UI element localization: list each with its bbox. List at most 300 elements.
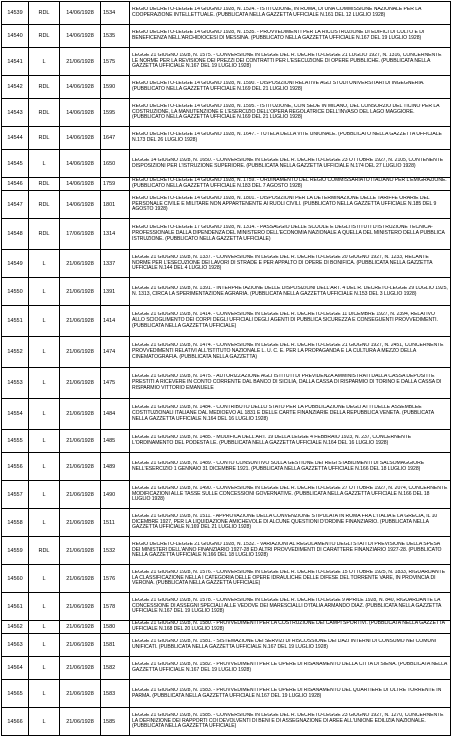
act-number-text: 1534: [103, 10, 116, 16]
act-date-text: 21/06/1928: [66, 624, 94, 630]
act-date-cell: [60, 99, 101, 127]
act-type-cell: [29, 680, 60, 708]
act-date-text: 21/06/1928: [66, 58, 94, 65]
act-description-cell: [130, 150, 451, 178]
act-type-text: L: [42, 642, 46, 648]
record-number-text: 14551: [7, 318, 23, 324]
act-type-text: L: [42, 665, 46, 671]
act-description-text: LEGGE 21 GIUGNO 1928, N. 1489. - CONTO CONSUNTIVO SULLA GESTIONE DEI REGI STABILIMENTI DI SALSOMAGGIORE NELL'ESERCIZIO 1 GENNAIO 31 DICEMBRE 1921. (PUBBLICATA NELLA GAZZETTA UFFICIALE N.166 DEL 18 LUGLIO 1928): [132, 460, 425, 472]
record-number-cell: [2, 680, 29, 708]
act-type-text: L: [42, 260, 46, 267]
act-number-cell: [101, 657, 130, 680]
act-date-cell: [60, 25, 101, 48]
record-number-text: 14549: [7, 260, 23, 267]
act-type-text: RDL: [38, 10, 50, 16]
act-type-text: L: [42, 411, 46, 417]
act-type-text: L: [42, 288, 46, 295]
act-date-text: 17/06/1928: [66, 231, 94, 237]
act-date-text: 21/06/1928: [66, 411, 94, 417]
record-number-cell: [2, 306, 29, 337]
act-number-text: 1485: [103, 438, 116, 444]
record-number-cell: [2, 565, 29, 593]
table-row: [2, 99, 451, 127]
act-date-cell: [60, 430, 101, 453]
table-row: [2, 2, 451, 25]
act-description-cell: [130, 399, 451, 430]
act-type-text: L: [42, 438, 46, 444]
act-type-text: RDL: [38, 33, 50, 39]
act-description-text: LEGGE 21 GIUGNO 1928, N. 1575. - CONVERSIONE IN LEGGE DEL R. DECRETO-LEGGE 21 LUGLIO 1927, N. 1316, CONCERNENTE LE NORME PER LA REVISIONE DEI PREZZI DEI CONTRATTI PER L'ESECUZIONE DI OPERE PUBBLICHE. (PUBBLICATA NELLA GAZZETTA UFFICIALE N.167 DEL 19 LUGLIO 1928): [132, 52, 442, 70]
act-type-cell: [29, 2, 60, 25]
act-number-cell: [101, 430, 130, 453]
act-type-cell: [29, 278, 60, 306]
act-type-cell: [29, 509, 60, 537]
act-date-cell: [60, 399, 101, 430]
act-date-text: 14/06/1928: [66, 109, 94, 116]
act-number-text: 1575: [103, 58, 116, 65]
act-number-cell: [101, 593, 130, 621]
act-description-cell: [130, 191, 451, 219]
act-description-text: REGIO DECRETO-LEGGE 14 GIUGNO 1928, N. 1535. - PROVVEDIMENTI PER LA RICOSTRUZIONE DI EDIFICI DI CULTO E DI BENEFICENZA NELL'ARCHIDIOCESI DI MESSINA. (PUBBLICATO NELLA GAZZETTA UFFICIALE N.167 DEL 19 LUGLIO 1928): [132, 30, 425, 41]
table-row: [2, 680, 451, 708]
table-row: [2, 430, 451, 453]
act-number-cell: [101, 76, 130, 99]
act-type-cell: [29, 250, 60, 278]
act-type-text: RDL: [38, 181, 50, 187]
act-date-cell: [60, 337, 101, 368]
act-type-text: L: [42, 160, 46, 167]
act-description-text: REGIO DECRETO-LEGGE 14 GIUGNO 1928, N. 1647. - TUTELA DELLA VITE UNIONALE. (PUBBLICATO NELLA GAZZETTA UFFICIALE N.173 DEL 26 LUGLIO 1928): [132, 132, 442, 143]
act-number-text: 1314: [103, 231, 116, 237]
record-number-cell: [2, 657, 29, 680]
act-date-cell: [60, 621, 101, 634]
act-number-cell: [101, 250, 130, 278]
table-row: [2, 657, 451, 680]
act-number-text: 1759: [103, 181, 116, 187]
act-description-cell: [130, 481, 451, 509]
act-number-cell: [101, 127, 130, 150]
record-number-text: 14560: [7, 575, 23, 582]
record-number-cell: [2, 178, 29, 191]
table-row: [2, 48, 451, 76]
act-date-text: 14/06/1928: [66, 135, 94, 141]
act-number-text: 1578: [103, 603, 116, 610]
laws-register-table: [1, 1, 451, 736]
act-type-text: L: [42, 690, 46, 697]
record-number-text: 14563: [7, 642, 23, 648]
record-number-text: 14554: [7, 411, 23, 417]
act-type-cell: [29, 25, 60, 48]
act-date-cell: [60, 178, 101, 191]
act-type-text: L: [42, 575, 46, 582]
act-date-cell: [60, 219, 101, 250]
act-description-text: LEGGE 21 GIUGNO 1928, N. 1580. - PROVVEDIMENTI PER LA COSTRUZIONE DEI CAMPI SPORTIVI. (PUBBLICATA NELLA GAZZETTA UFFICIALE N.168 DEL 20 LUGLIO 1928): [132, 621, 445, 632]
act-description-cell: [130, 278, 451, 306]
act-number-text: 1391: [103, 288, 116, 295]
table-row: [2, 306, 451, 337]
act-number-text: 1474: [103, 349, 116, 355]
act-number-text: 1650: [103, 160, 116, 167]
record-number-text: 14562: [7, 624, 23, 630]
act-date-text: 21/06/1928: [66, 519, 94, 526]
act-type-cell: [29, 621, 60, 634]
act-number-cell: [101, 453, 130, 481]
record-number-cell: [2, 337, 29, 368]
act-type-text: RDL: [38, 109, 50, 116]
act-number-text: 1582: [103, 665, 116, 671]
act-type-text: L: [42, 491, 46, 498]
act-date-cell: [60, 127, 101, 150]
act-description-cell: [130, 99, 451, 127]
act-date-cell: [60, 565, 101, 593]
act-description-cell: [130, 250, 451, 278]
act-date-cell: [60, 2, 101, 25]
act-number-text: 1590: [103, 84, 116, 90]
record-number-cell: [2, 2, 29, 25]
act-type-text: L: [42, 624, 46, 630]
act-type-cell: [29, 178, 60, 191]
act-description-cell: [130, 306, 451, 337]
act-number-text: 1532: [103, 547, 116, 554]
act-description-cell: [130, 565, 451, 593]
act-date-text: 21/06/1928: [66, 547, 94, 554]
act-date-text: 21/06/1928: [66, 603, 94, 610]
act-date-cell: [60, 680, 101, 708]
act-date-cell: [60, 593, 101, 621]
act-description-text: REGIO DECRETO-LEGGE 14 GIUGNO 1928, N. 1595. - ISTITUZIONE, CON SEDE IN MILANO, DEL CONSORZIO DEL TICINO PER LA COSTRUZIONE, LA MANUTENZIONE E L'ESERCIZIO DELL'OPERA REGOLATRICE DELL'INVASO DEL LAGO MAGGIORE. (PUBBLICATO NELLA GAZZETTA UFFICIALE N.169 DEL 21 LUGLIO 1928): [132, 103, 440, 121]
record-number-cell: [2, 219, 29, 250]
act-description-cell: [130, 368, 451, 399]
table-row: [2, 25, 451, 48]
act-description-text: LEGGE 14 GIUGNO 1928, N. 1650. - CONVERSIONE IN LEGGE DEL R. DECRETO-LEGGE 23 OTTOBRE 1927, N. 2105, CONTENENTE DISPOSIZIONI PER L'ISTRUZIONE SUPERIORE. (PUBBLICATA NELLA GAZZETTA UFFICIALE N.174 DEL 27 LUGLIO 1928): [132, 157, 444, 169]
act-description-cell: [130, 48, 451, 76]
record-number-text: 14546: [7, 181, 23, 187]
record-number-cell: [2, 621, 29, 634]
table-row: [2, 537, 451, 565]
record-number-cell: [2, 430, 29, 453]
act-number-cell: [101, 48, 130, 76]
act-number-text: 1801: [103, 201, 116, 208]
act-description-cell: [130, 2, 451, 25]
act-number-cell: [101, 621, 130, 634]
record-number-cell: [2, 127, 29, 150]
act-date-text: 21/06/1928: [66, 438, 94, 444]
act-description-cell: [130, 337, 451, 368]
table-row: [2, 278, 451, 306]
record-number-text: 14545: [7, 160, 23, 167]
act-number-cell: [101, 219, 130, 250]
record-number-text: 14541: [7, 58, 23, 65]
act-description-text: REGIO DECRETO-LEGGE 14 GIUGNO 1928, N. 1590. - DISPOSIZIONI RELATIVE AGLI STUDI UNIVERSITARI DI INGEGNERIA. (PUBBLICATO NELLA GAZZETTA UFFICIALE N.169 DEL 21 LUGLIO 1928): [132, 81, 425, 92]
laws-register-body: [2, 2, 451, 736]
act-number-text: 1583: [103, 690, 116, 697]
act-description-text: LEGGE 21 GIUGNO 1928, N. 1485. - MODIFICA DELL'ART. 19 DELLA LEGGE 4 FEBBRAIO 1923, N. 237, CONCERNENTE L'ORDINAMENTO DEL PODESTA LE. (PUBBLICATA NELLA GAZZETTA UFFICIALE N.164 DEL 16 LUGLIO 1928): [132, 435, 412, 446]
act-description-cell: [130, 178, 451, 191]
record-number-cell: [2, 278, 29, 306]
act-type-text: L: [42, 718, 46, 725]
record-number-text: 14547: [7, 201, 23, 208]
act-description-text: LEGGE 21 GIUGNO 1928, N. 1475. - AUTORIZZAZIONE AGLI ISTITUTI DI PREVIDENZA AMMINISTRATI DALLA CASSA DEPOSITI E PRESTITI A RICEVERE IN CONTO CORRENTE DAL BANCO DI SICILIA, DALLA CASSA DI RISPARMIO DI TORINO E DALLA CASSA DI RISPARMIO VITTORIO EMANUELE: [132, 374, 442, 391]
record-number-text: 14544: [7, 135, 23, 141]
act-description-cell: [130, 680, 451, 708]
act-description-text: REGIO DECRETO-LEGGE 17 GIUGNO 1928, N. 1314. - PASSAGGIO DELLE SCUOLE E DEGLI ISTITUTI D'ISTRUZIONE TECNICA-PROFESSIONALE DALLA DIPENDENZA DEL MINISTERO DELL'ECONOMIA NAZIONALE A QUELLA DEL MINISTERO DELLA PUBBLICA ISTRUZIONE. (PUBBLICATO NELLA GAZZETTA UFFICIALE): [132, 225, 445, 242]
act-description-cell: [130, 593, 451, 621]
act-type-cell: [29, 399, 60, 430]
act-number-cell: [101, 278, 130, 306]
record-number-cell: [2, 453, 29, 481]
record-number-text: 14565: [7, 690, 23, 697]
act-description-cell: [130, 25, 451, 48]
table-row: [2, 481, 451, 509]
act-type-cell: [29, 219, 60, 250]
record-number-cell: [2, 25, 29, 48]
act-description-text: LEGGE 21 GIUGNO 1928, N. 1583. - PROVVEDIMENTI PER LE OPERE DI RISANAMENTO DEL QUARTIERE DI OLTRE TORRENTE IN PARMA. (PUBBLICATA NELLA GAZZETTA UFFICIALE N.167 DEL 19 LUGLIO 1928): [132, 687, 442, 699]
act-type-cell: [29, 99, 60, 127]
act-date-text: 14/06/1928: [66, 201, 94, 208]
act-number-cell: [101, 565, 130, 593]
act-number-cell: [101, 537, 130, 565]
record-number-text: 14557: [7, 491, 23, 498]
record-number-text: 14561: [7, 603, 23, 610]
act-type-cell: [29, 150, 60, 178]
act-number-cell: [101, 337, 130, 368]
act-date-text: 21/06/1928: [66, 380, 94, 386]
act-description-text: LEGGE 21 GIUGNO 1928, N. 1490. - CONVERSIONE IN LEGGE DEL R. DECRETO-LEGGE 27 OTTOBRE 1927, N. 2074, CONCERNENTE MODIFICAZIONI ALLE TASSE SULLE CONCESSIONI GOVERNATIVE. (PUBBLICATA NELLA GAZZETTA UFFICIALE N.166 DEL 18 LUGLIO 1928): [132, 485, 448, 503]
record-number-cell: [2, 509, 29, 537]
act-date-text: 21/06/1928: [66, 665, 94, 671]
record-number-text: 14566: [7, 718, 23, 725]
act-description-cell: [130, 509, 451, 537]
act-description-text: LEGGE 21 GIUGNO 1928, N. 1337. - CONVERSIONE IN LEGGE DEL R. DECRETO-LEGGE 20 GIUGNO 1927, N. 1233, RECANTE NORME PER L'ESECUZIONE DEI LAVORI DI STRADE E PER APPALTO DI OPERE DI BONIFICA. (PUBBLICATA NELLA GAZZETTA UFFICIALE N.144 DEL 4 LUGLIO 1928): [132, 254, 433, 272]
act-number-cell: [101, 25, 130, 48]
act-type-text: L: [42, 463, 46, 470]
act-date-cell: [60, 306, 101, 337]
act-type-cell: [29, 430, 60, 453]
act-description-cell: [130, 430, 451, 453]
record-number-text: 14556: [7, 463, 23, 470]
act-date-text: 21/06/1928: [66, 349, 94, 355]
act-description-text: REGIO DECRETO-LEGGE 14 GIUGNO 1928, N. 1524. - ISTITUZIONE, IN ROMA, DI UNA COMMISSIONE NAZIONALE PER LA COOPERAZIONE INTELLETTUALE. (PUBBLICATA NELLA GAZZETTA UFFICIALE N.161 DEL 12 LUGLIO 1928): [132, 7, 422, 18]
record-number-cell: [2, 76, 29, 99]
table-row: [2, 219, 451, 250]
act-type-text: RDL: [38, 135, 50, 141]
act-type-cell: [29, 708, 60, 736]
act-date-cell: [60, 150, 101, 178]
act-type-cell: [29, 127, 60, 150]
act-date-cell: [60, 537, 101, 565]
act-number-text: 1337: [103, 260, 116, 267]
act-type-text: RDL: [38, 201, 50, 208]
record-number-text: 14542: [7, 84, 23, 90]
act-number-cell: [101, 680, 130, 708]
act-description-cell: [130, 219, 451, 250]
act-date-text: 21/06/1928: [66, 260, 94, 267]
act-number-text: 1475: [103, 380, 116, 386]
act-description-text: LEGGE 21 GIUGNO 1928, N. 1585. - CONVERSIONE IN LEGGE DEL R. DECRETO-LEGGE 23 GIUGNO 1927, N. 1270, CONCERNENTE LA DEFINIZIONE DEI RAPPORTI COI DEVOLVENTI DI BENI E DI ASSEGNAZIONE DI AREE ALL'UNIONE EDILIZIA NAZIONALE. (PUBBLICATA NELLA GAZZETTA UFFICIALE): [132, 712, 444, 730]
act-description-cell: [130, 76, 451, 99]
act-date-cell: [60, 657, 101, 680]
act-date-text: 14/06/1928: [66, 181, 94, 187]
table-row: [2, 250, 451, 278]
act-number-text: 1414: [103, 318, 116, 324]
act-type-cell: [29, 565, 60, 593]
record-number-cell: [2, 593, 29, 621]
act-number-text: 1484: [103, 411, 116, 417]
act-type-text: L: [42, 58, 46, 65]
act-date-text: 21/06/1928: [66, 690, 94, 697]
act-type-text: L: [42, 603, 46, 610]
act-number-cell: [101, 509, 130, 537]
record-number-text: 14550: [7, 288, 23, 295]
table-row: [2, 150, 451, 178]
table-row: [2, 368, 451, 399]
act-description-text: REGIO DECRETO-LEGGE 14 GIUGNO 1928, N. 1759. - ORDINAMENTO DEL REGIO COMMISSARIATO ITALIANO PER L'EMIGRAZIONE. (PUBBLICATO NELLA GAZZETTA UFFICIALE N.183 DEL 7 AGOSTO 1928): [132, 178, 447, 189]
act-type-cell: [29, 453, 60, 481]
act-description-cell: [130, 621, 451, 634]
table-row: [2, 621, 451, 634]
record-number-cell: [2, 368, 29, 399]
table-row: [2, 453, 451, 481]
record-number-text: 14558: [7, 519, 23, 526]
record-number-text: 14553: [7, 380, 23, 386]
act-number-cell: [101, 708, 130, 736]
act-number-text: 1595: [103, 109, 116, 116]
act-date-text: 14/06/1928: [66, 33, 94, 39]
act-description-text: REGIO DECRETO-LEGGE 21 GIUGNO 1928, N. 1532. - VARIAZIONI AL REGOLAMENTO DEGLI STATI DI PREVISIONE DELLA SPESA DEI MINISTERI DELL'ANNO FINANZIARIO 1927-28 ED ALTRI PROVVEDIMENTI DI CARATTERE FINANZIARIO 1927-28. (PUBBLICATO NELLA GAZZETTA UFFICIALE N.166 DEL 18 LUGLIO 1928): [132, 541, 442, 559]
act-number-cell: [101, 368, 130, 399]
record-number-text: 14548: [7, 231, 23, 237]
table-row: [2, 178, 451, 191]
table-row: [2, 76, 451, 99]
act-number-text: 1581: [103, 642, 116, 648]
act-type-text: L: [42, 380, 46, 386]
act-type-cell: [29, 76, 60, 99]
act-number-cell: [101, 178, 130, 191]
act-date-text: 21/06/1928: [66, 288, 94, 295]
act-type-text: RDL: [38, 231, 50, 237]
table-row: [2, 565, 451, 593]
act-number-text: 1511: [103, 519, 115, 526]
record-number-text: 14555: [7, 438, 23, 444]
act-number-cell: [101, 150, 130, 178]
record-number-cell: [2, 99, 29, 127]
act-date-cell: [60, 278, 101, 306]
act-number-cell: [101, 399, 130, 430]
act-date-text: 14/06/1928: [66, 10, 94, 16]
act-number-text: 1490: [103, 491, 116, 498]
record-number-cell: [2, 481, 29, 509]
act-date-text: 14/06/1928: [66, 160, 94, 167]
table-row: [2, 127, 451, 150]
act-description-cell: [130, 537, 451, 565]
table-row: [2, 708, 451, 736]
act-date-text: 14/06/1928: [66, 84, 94, 90]
act-date-cell: [60, 708, 101, 736]
act-type-cell: [29, 306, 60, 337]
record-number-cell: [2, 708, 29, 736]
record-number-cell: [2, 250, 29, 278]
record-number-cell: [2, 537, 29, 565]
act-type-text: L: [42, 349, 46, 355]
act-date-cell: [60, 509, 101, 537]
act-type-cell: [29, 657, 60, 680]
act-number-cell: [101, 191, 130, 219]
act-description-cell: [130, 708, 451, 736]
act-date-text: 21/06/1928: [66, 318, 94, 324]
table-row: [2, 191, 451, 219]
act-description-cell: [130, 657, 451, 680]
act-date-text: 21/06/1928: [66, 491, 94, 498]
act-date-text: 21/06/1928: [66, 575, 94, 582]
act-description-cell: [130, 453, 451, 481]
table-row: [2, 593, 451, 621]
act-type-cell: [29, 368, 60, 399]
act-date-cell: [60, 76, 101, 99]
table-row: [2, 399, 451, 430]
record-number-text: 14539: [7, 10, 23, 16]
act-type-text: L: [42, 318, 46, 324]
record-number-cell: [2, 399, 29, 430]
act-description-text: LEGGE 21 GIUGNO 1928, N. 1474. - CONVERSIONE IN LEGGE DEL R. DECRETO-LEGGE 21 GIUGNO 1927, N. 2451, CONCERNENTE PROVVEDIMENTI RELATIVI ALL'ISTITUTO NAZIONALE L. U. C. E. PER LA PROPAGANDA E LA CULTURA A MEZZO DELLA CINEMATOGRAFIA. (PUBBLICATA NELLA GAZZETTA): [132, 343, 444, 360]
act-date-cell: [60, 48, 101, 76]
act-date-cell: [60, 368, 101, 399]
act-description-text: LEGGE 21 GIUGNO 1928, N. 1576. - CONVERSIONE IN LEGGE DEL R. DECRETO-LEGGE 15 OTTOBRE 1925, N. 1833, RIGUARDANTE LA CLASSIFICAZIONE NELLA I CATEGORIA DELLE OPERE IDRAULICHE DELLE DIFESE DEL TORRENTE VARE, IN PROVINCIA DI VERONA. (PUBBLICATA NELLA GAZZETTA UFFICIALE): [132, 569, 446, 587]
act-type-text: RDL: [38, 84, 50, 90]
act-number-text: 1580: [103, 624, 116, 630]
act-description-text: LEGGE 21 GIUGNO 1928, N. 1511. - APPROVAZIONE DELLA CONVENZIONE STIPULATA IN ROMA FRA L'ITALIA E LA GRECIA, IL 10 DICEMBRE 1927, PER LA LIQUIDAZIONE AMICHEVOLE DI ALCUNE QUESTIONI D'ORDINE FINANZIARIO. (PUBBLICATA NELLA GAZZETTA UFFICIALE N.169 DEL 21 LUGLIO 1928): [132, 513, 438, 531]
act-type-cell: [29, 337, 60, 368]
act-type-cell: [29, 593, 60, 621]
table-row: [2, 509, 451, 537]
act-description-text: LEGGE 21 GIUGNO 1928, N. 1582. - PROVVEDIMENTI PER LE OPERE DI RISANAMENTO DELLA CITTA DI SIENA. (PUBBLICATA NELLA GAZZETTA UFFICIALE N.167 DEL 19 LUGLIO 1928): [132, 662, 447, 673]
act-number-text: 1535: [103, 33, 116, 39]
act-description-cell: [130, 127, 451, 150]
record-number-text: 14564: [7, 665, 23, 671]
act-number-text: 1576: [103, 575, 116, 582]
act-type-cell: [29, 537, 60, 565]
act-type-cell: [29, 48, 60, 76]
act-type-text: L: [42, 519, 46, 526]
table-row: [2, 337, 451, 368]
record-number-text: 14543: [7, 109, 23, 116]
act-number-cell: [101, 306, 130, 337]
act-date-text: 21/06/1928: [66, 463, 94, 470]
act-number-cell: [101, 481, 130, 509]
record-number-cell: [2, 150, 29, 178]
record-number-text: 14540: [7, 33, 23, 39]
act-description-text: LEGGE 21 GIUGNO 1928, N. 1578. - CONVERSIONE IN LEGGE DEL R. DECRETO-LEGGE 9 APRILE 1928, N. 840, RIGUARDANTE LA CONCESSIONE DI ASSEGNI SPECIALI ALLE VEDOVE DEI MARESCIALLI D'ITALIA ARMANDO DIAZ. (PUBBLICATA NELLA GAZZETTA UFFICIALE N.167 DEL 19 LUGLIO 1928): [132, 597, 442, 615]
act-date-cell: [60, 250, 101, 278]
act-description-text: LEGGE 21 GIUGNO 1928, N. 1414. - CONVERSIONE IN LEGGE DEL R. DECRETO-LEGGE 11 DICEMBRE 1927, N. 2394, RELATIVO ALLO SCIOGLIMENTO DEI CORPI DEGLI UFFICIALI DEGLI AGENTI DI PUBBLICA SICUREZZA E CONSEGUENTI PROVVEDIMENTI. (PUBBLICATA NELLA GAZZETTA UFFICIALE): [132, 312, 438, 329]
act-number-text: 1647: [103, 135, 116, 141]
act-description-text: LEGGE 21 GIUGNO 1928, N. 1391. - INTERPRETAZIONE DELLE DISPOSIZIONI DELL'ART. 4 DEL R. DECRETO-LEGGE 29 LUGLIO 1925, N. 1313, CIRCA LA SPERIMENTAZIONE AGRARIA. (PUBBLICATA NELLA GAZZETTA UFFICIALE N.153 DEL 3 LUGLIO 1928): [132, 285, 448, 297]
act-type-cell: [29, 191, 60, 219]
act-type-text: RDL: [38, 547, 50, 554]
record-number-cell: [2, 48, 29, 76]
act-date-cell: [60, 191, 101, 219]
act-date-text: 21/06/1928: [66, 642, 94, 648]
act-description-text: REGIO DECRETO-LEGGE 14 GIUGNO 1928, N. 1801. - DISPOSIZIONI PER LA DETERMINAZIONE DELLE TARIFFE ORARIE DEL PERSONALE CIVILE E MILITARE NON APPARTENENTE AI RUOLI CIVILI. (PUBBLICATO NELLA GAZZETTA UFFICIALE N.185 DEL 9 AGOSTO 1928): [132, 195, 437, 213]
act-description-text: LEGGE 21 GIUGNO 1928, N. 1484. - CONTRIBUTO DELLO STATO PER LA PUBBLICAZIONE DEGLI ATTI DELLE ASSEMBLEE COSTITUZIONALI ITALIANE DAL MEDIOEVO AL 1831 E DELLE CARTE FINANZIARIE DELLA REPUBBLICA VENETA. (PUBBLICATA NELLA GAZZETTA UFFICIALE N.164 DEL 16 LUGLIO 1928): [132, 405, 434, 422]
record-number-text: 14552: [7, 349, 23, 355]
act-type-cell: [29, 481, 60, 509]
record-number-cell: [2, 191, 29, 219]
act-date-cell: [60, 481, 101, 509]
act-date-cell: [60, 453, 101, 481]
act-description-text: LEGGE 21 GIUGNO 1928, N. 1581. - SISTEMAZIONE DEI SERVIZI DI RISCOSSIONE DEI DAZI INTERNI DI CONSUMO NEI COMUNI UNIFICATI. (PUBBLICATA NELLA GAZZETTA UFFICIALE N.167 DEL 19 LUGLIO 1928): [132, 639, 437, 650]
record-number-text: 14559: [7, 547, 23, 554]
act-date-text: 21/06/1928: [66, 718, 94, 725]
